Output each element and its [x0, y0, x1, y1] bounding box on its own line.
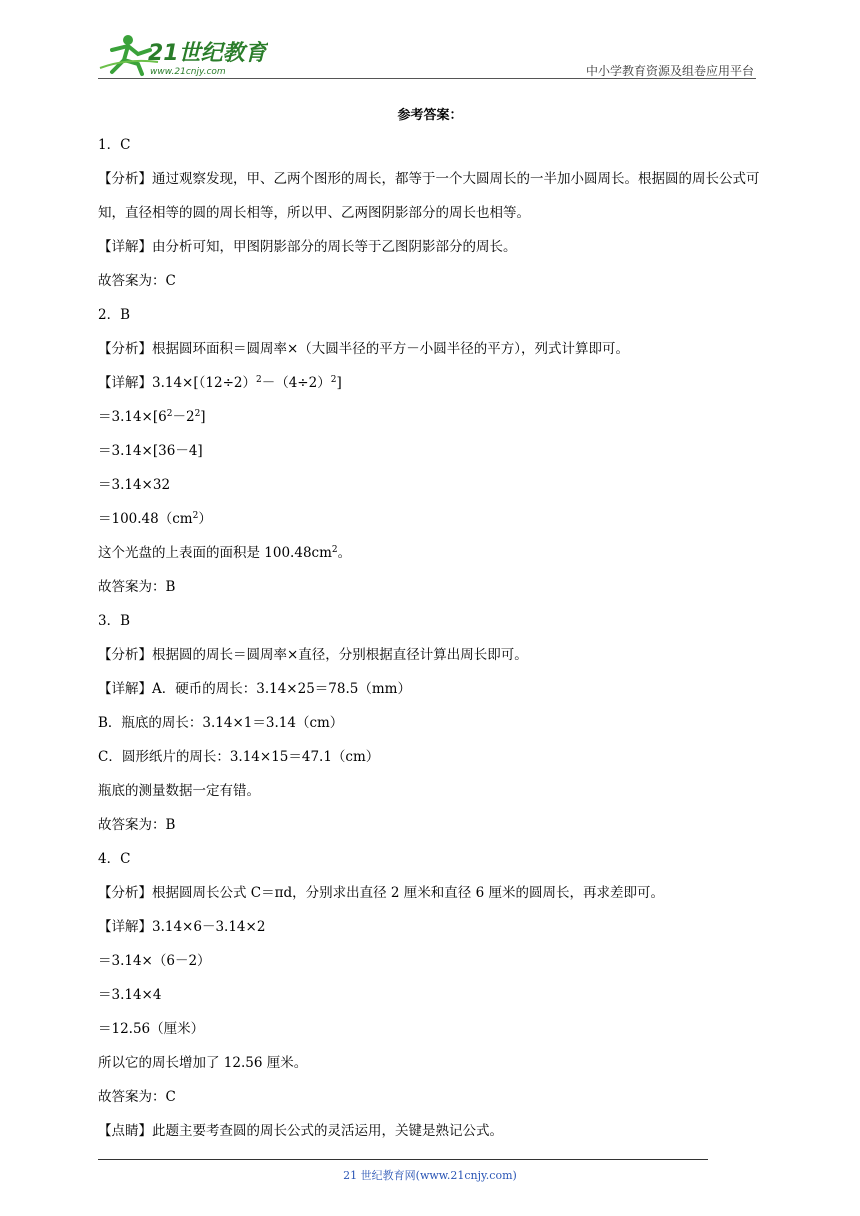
q2-analysis: 【分析】根据圆环面积＝圆周率×（大圆半径的平方－小圆半径的平方），列式计算即可。: [98, 341, 630, 357]
q2-conclusion: [98, 536, 766, 570]
q1-analysis: 【分析】通过观察发现，甲、乙两个图形的周长，都等于一个大圆周长的一半加小圆周长。根据圆的周长公式可知，直径相等的圆的周长相等，所以甲、乙两图阴影部分的周长也相等。: [98, 171, 760, 221]
q4-answer: 故答案为：C: [98, 1089, 176, 1105]
q2-detail: [98, 366, 766, 400]
q2-step4-a: ＝100.48（cm: [98, 511, 193, 527]
q2-step1-b: －2: [172, 409, 195, 425]
site-logo: [98, 32, 268, 78]
q4-step1: ＝3.14×（6－2）: [98, 953, 211, 969]
q2-step4-b: ）: [198, 511, 212, 527]
footer-divider: [98, 1159, 708, 1160]
q3-answer: 故答案为：B: [98, 817, 176, 833]
header-divider: [98, 78, 756, 79]
square-mark: 2: [194, 409, 201, 419]
logo-url: www.21cnjy.com: [150, 67, 226, 77]
q2-step1-a: ＝3.14×[6: [98, 409, 167, 425]
square-mark: 2: [255, 375, 262, 385]
q3-number: 3．B: [98, 613, 131, 629]
footer-link[interactable]: 21 世纪教育网(www.21cnjy.com): [343, 1169, 517, 1182]
q2-answer: 故答案为：B: [98, 579, 176, 595]
q2-detail-a: 【详解】3.14×[（12÷2）: [98, 375, 256, 391]
q4-comment: 【点睛】此题主要考查圆的周长公式的灵活运用，关键是熟记公式。: [98, 1123, 503, 1139]
answer-content: [98, 128, 766, 1148]
q3-conclusion: 瓶底的测量数据一定有错。: [98, 783, 260, 799]
square-mark: 2: [331, 545, 338, 555]
q2-detail-b: －（4÷2）: [261, 375, 331, 391]
square-mark: 2: [192, 511, 199, 521]
platform-name: 中小学教育资源及组卷应用平台: [585, 64, 754, 78]
q2-detail-c: ]: [336, 375, 342, 391]
q2-step1-c: ]: [200, 409, 206, 425]
page-title: 参考答案：: [397, 108, 463, 123]
q2-step2: ＝3.14×[36－4]: [98, 443, 203, 459]
q1-number: 1．C: [98, 137, 131, 153]
q2-step4: [98, 502, 766, 536]
q3-option-b: B．瓶底的周长：3.14×1＝3.14（cm）: [98, 715, 344, 731]
q4-number: 4．C: [98, 851, 131, 867]
square-mark: 2: [166, 409, 173, 419]
q2-step3: ＝3.14×32: [98, 477, 171, 493]
q2-conclusion-a: 这个光盘的上表面的面积是 100.48cm: [98, 545, 332, 561]
page-header: [98, 32, 756, 80]
q2-number: 2．B: [98, 307, 131, 323]
q4-step2: ＝3.14×4: [98, 987, 162, 1003]
q4-analysis: 【分析】根据圆周长公式 C＝πd，分别求出直径 2 厘米和直径 6 厘米的圆周长，再求差即可。: [98, 885, 664, 901]
square-mark: 2: [330, 375, 337, 385]
q4-detail: 【详解】3.14×6－3.14×2: [98, 919, 266, 935]
q1-detail: 【详解】由分析可知，甲图阴影部分的周长等于乙图阴影部分的周长。: [98, 239, 517, 255]
logo-text: 21世纪教育: [148, 41, 267, 66]
q4-conclusion: 所以它的周长增加了 12.56 厘米。: [98, 1055, 308, 1071]
q1-answer: 故答案为：C: [98, 273, 176, 289]
q4-step3: ＝12.56（厘米）: [98, 1021, 205, 1037]
q2-conclusion-b: 。: [337, 545, 352, 561]
q3-option-c: C．圆形纸片的周长：3.14×15＝47.1（cm）: [98, 749, 380, 765]
q3-detail: 【详解】A．硬币的周长：3.14×25＝78.5（mm）: [98, 681, 411, 697]
q2-step1: [98, 400, 766, 434]
q3-analysis: 【分析】根据圆的周长＝圆周率×直径，分别根据直径计算出周长即可。: [98, 647, 528, 663]
